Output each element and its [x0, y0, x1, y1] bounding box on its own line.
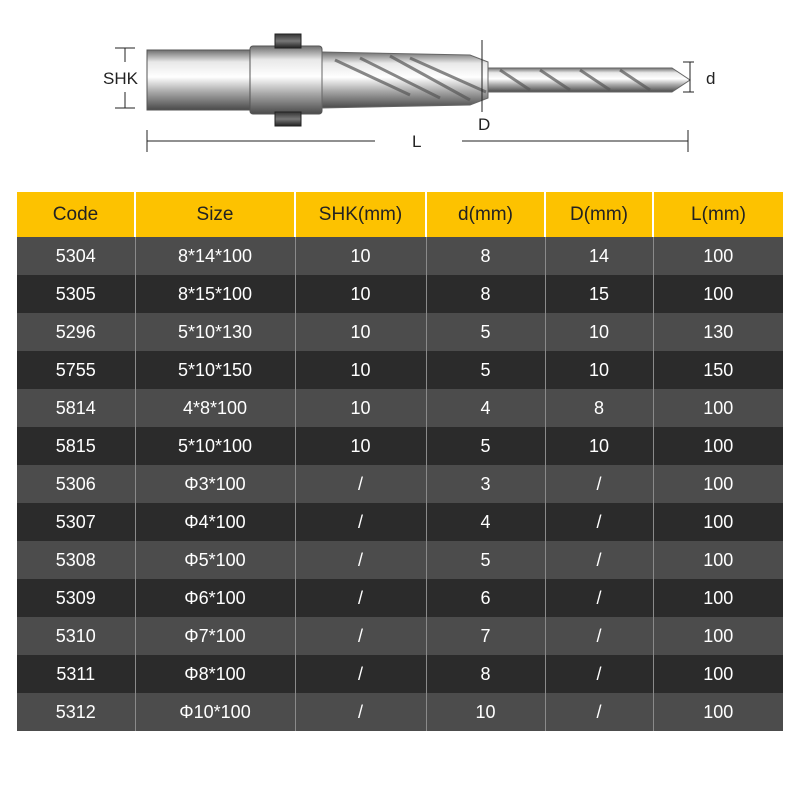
table-row — [17, 617, 783, 655]
cell-length: 130 — [653, 313, 783, 351]
cell-code: 5305 — [17, 275, 135, 313]
drill-bit-diagram — [0, 0, 800, 170]
cell-shk: 10 — [295, 275, 426, 313]
cell-shk: 10 — [295, 389, 426, 427]
cell-shk: / — [295, 693, 426, 731]
cell-length: 100 — [653, 465, 783, 503]
cell-small-d: 8 — [426, 655, 545, 693]
cell-length: 100 — [653, 427, 783, 465]
cell-length: 150 — [653, 351, 783, 389]
cell-small-d: 7 — [426, 617, 545, 655]
header-large-d: D(mm) — [545, 192, 653, 237]
cell-shk: 10 — [295, 313, 426, 351]
cell-length: 100 — [653, 655, 783, 693]
cell-large-d: / — [545, 541, 653, 579]
cell-small-d: 10 — [426, 693, 545, 731]
cell-code: 5296 — [17, 313, 135, 351]
cell-code: 5312 — [17, 693, 135, 731]
shank-label: SHK — [103, 69, 138, 88]
cell-shk: / — [295, 503, 426, 541]
cell-size: 5*10*130 — [135, 313, 295, 351]
cell-code: 5755 — [17, 351, 135, 389]
cell-size: Φ4*100 — [135, 503, 295, 541]
cell-code: 5304 — [17, 237, 135, 275]
cell-size: Φ7*100 — [135, 617, 295, 655]
cell-size: 5*10*100 — [135, 427, 295, 465]
table-row — [17, 465, 783, 503]
cell-large-d: / — [545, 465, 653, 503]
cell-code: 5309 — [17, 579, 135, 617]
cell-length: 100 — [653, 275, 783, 313]
cell-size: 8*14*100 — [135, 237, 295, 275]
cell-small-d: 6 — [426, 579, 545, 617]
set-screw-bottom-icon — [275, 112, 301, 126]
cell-code: 5815 — [17, 427, 135, 465]
table-row — [17, 389, 783, 427]
cell-size: Φ3*100 — [135, 465, 295, 503]
cell-length: 100 — [653, 237, 783, 275]
cell-size: Φ6*100 — [135, 579, 295, 617]
table-row — [17, 541, 783, 579]
set-screw-top-icon — [275, 34, 301, 48]
cell-large-d: / — [545, 617, 653, 655]
cell-code: 5306 — [17, 465, 135, 503]
cell-shk: 10 — [295, 427, 426, 465]
cell-large-d: 10 — [545, 313, 653, 351]
cell-code: 5307 — [17, 503, 135, 541]
small-diameter-label: d — [706, 69, 716, 88]
table-body — [17, 237, 783, 731]
cell-small-d: 5 — [426, 351, 545, 389]
table-row — [17, 693, 783, 731]
table-row — [17, 503, 783, 541]
cell-shk: / — [295, 465, 426, 503]
table-row — [17, 655, 783, 693]
cell-small-d: 5 — [426, 427, 545, 465]
cell-size: 5*10*150 — [135, 351, 295, 389]
cell-shk: / — [295, 655, 426, 693]
cell-code: 5310 — [17, 617, 135, 655]
cell-large-d: 10 — [545, 427, 653, 465]
cell-large-d: 14 — [545, 237, 653, 275]
cell-code: 5308 — [17, 541, 135, 579]
cell-large-d: 10 — [545, 351, 653, 389]
spec-table — [17, 192, 783, 731]
cell-shk: 10 — [295, 237, 426, 275]
drill-shank — [147, 50, 252, 110]
length-label: L — [412, 132, 422, 151]
cell-size: 4*8*100 — [135, 389, 295, 427]
table-row — [17, 237, 783, 275]
drill-tip — [488, 68, 690, 92]
cell-large-d: / — [545, 693, 653, 731]
cell-size: Φ10*100 — [135, 693, 295, 731]
cell-small-d: 8 — [426, 275, 545, 313]
header-code: Code — [17, 192, 135, 237]
header-length: L(mm) — [653, 192, 783, 237]
cell-small-d: 4 — [426, 503, 545, 541]
cell-length: 100 — [653, 503, 783, 541]
cell-large-d: / — [545, 655, 653, 693]
table-row — [17, 579, 783, 617]
cell-code: 5814 — [17, 389, 135, 427]
cell-small-d: 5 — [426, 541, 545, 579]
cell-length: 100 — [653, 693, 783, 731]
cell-shk: 10 — [295, 351, 426, 389]
cell-length: 100 — [653, 579, 783, 617]
cell-length: 100 — [653, 541, 783, 579]
table-row — [17, 427, 783, 465]
cell-large-d: / — [545, 579, 653, 617]
header-small-d: d(mm) — [426, 192, 545, 237]
table-header-row — [17, 192, 783, 237]
cell-length: 100 — [653, 617, 783, 655]
cell-length: 100 — [653, 389, 783, 427]
cell-small-d: 8 — [426, 237, 545, 275]
table-row — [17, 313, 783, 351]
large-diameter-label: D — [478, 115, 491, 134]
cell-large-d: 15 — [545, 275, 653, 313]
cell-size: Φ5*100 — [135, 541, 295, 579]
cell-small-d: 3 — [426, 465, 545, 503]
cell-code: 5311 — [17, 655, 135, 693]
cell-small-d: 5 — [426, 313, 545, 351]
cell-shk: / — [295, 541, 426, 579]
cell-large-d: 8 — [545, 389, 653, 427]
header-shk: SHK(mm) — [295, 192, 426, 237]
table-row — [17, 351, 783, 389]
cell-small-d: 4 — [426, 389, 545, 427]
cell-shk: / — [295, 617, 426, 655]
header-size: Size — [135, 192, 295, 237]
table-row — [17, 275, 783, 313]
cell-size: Φ8*100 — [135, 655, 295, 693]
cell-large-d: / — [545, 503, 653, 541]
cell-size: 8*15*100 — [135, 275, 295, 313]
cell-shk: / — [295, 579, 426, 617]
stop-collar — [250, 46, 322, 114]
